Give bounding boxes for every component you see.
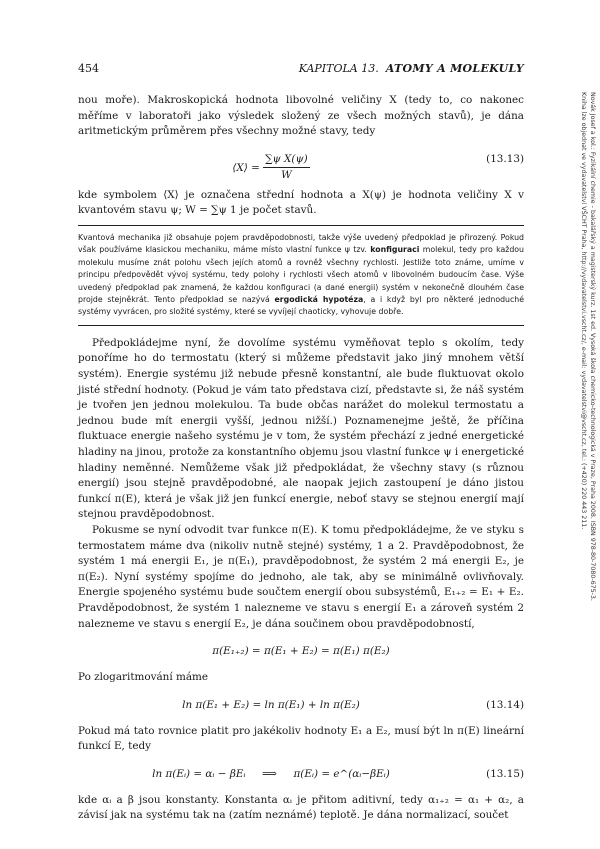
- paragraph-3: Předpokládejme nyní, že dovolíme systému vyměňovat teplo s okolím, tedy ponoříme ho do termostatu (který si můžeme představit jako jiný mnohem větší systém). Energie systému již nebude přesně konstantní, ale bude fluktuovat okolo jisté střední hodnoty. (Pokud je vám tato představa cizí, představte si, že náš systém je tvořen jen jednou molekulou. Ta bude občas narážet do molekul termostatu a jednou bude mít energii vyšší, jednou nižší.) Poznamenejme ještě, že příčina fluktuace energie našeho systému je v tom, že systém přechází z jedné energetické hladiny na jinou, protože za konstantního objemu jsou vlastní funkce ψ i energetické hladiny neměnné. Nemůžeme však již předpokládat, že všechny stavy (s různou energií) jsou stejně pravděpodobné, ale naopak jejich zastoupení je dáno jistou funkcí π(E), která je však již jen funkcí energie, neboť stavy se stejnou energií mají stejnou pravděpodobnost.: [78, 336, 524, 521]
- implies-arrow: ⟹: [262, 767, 277, 780]
- page-number: 454: [78, 62, 99, 75]
- eq2-math: ln π(E₁ + E₂) = ln π(E₁) + ln π(E₂): [182, 698, 360, 711]
- eq1-lhs: ⟨X⟩ =: [232, 161, 260, 174]
- paragraph-6: Pokud má tato rovnice platit pro jakékoliv hodnoty E₁ a E₂, musí být ln π(E) lineární funkcí E, tedy: [78, 724, 524, 753]
- running-header: [78, 62, 524, 78]
- side-line-1: Novák Josef a kol.: Fyzikální chemie - bakalářský a magisterský kurz. 1st ed. Vysoká škola chemicko-technologická v Praze, Praha 2008. ISBN 978-80-7080-675-3.: [589, 92, 596, 601]
- note-term-konfigurace: konfiguraci: [370, 245, 420, 255]
- paragraph-7: kde αᵢ a β jsou konstanty. Konstanta αᵢ je přitom aditivní, tedy α₁₊₂ = α₁ + α₂, a závisí jak na systému tak na (zatím neznámé) teplotě. Je dána normalizací, součet: [78, 793, 524, 822]
- note-text-2: molekul, tedy pro každou molekulu musíme znát polohu všech jejích atomů a rovněž všechny rychlosti. Jestliže toto známe, umíme v principu předpovědět vývoj systému, tedy polohy i rychlosti všech atomů v libovolném budoucím čase. Výše uvedený předpoklad pak znamená, že každou konfiguraci (a dané energii) systém v nekonečně dlouhém čase projde stejněkrát. Tento předpoklad se nazývá: [78, 245, 524, 304]
- equation-unnumbered: π(E₁₊₂) = π(E₁ + E₂) = π(E₁) π(E₂): [212, 645, 390, 658]
- note-text-1: Kvantová mechanika již obsahuje pojem pravděpodobnosti, takže výše uvedený předpoklad je přirozený. Pokud však používáme klasickou mechaniku, máme místo vlastní funkce ψ tzv.: [78, 232, 524, 255]
- eq3-math: [78, 767, 464, 783]
- chapter-heading: [299, 62, 524, 75]
- paragraph-2: kde symbolem ⟨X⟩ je označena střední hodnota a X(ψ) je hodnota veličiny X v kvantovém stavu ψ; W = ∑ψ 1 je počet stavů.: [78, 188, 524, 217]
- paragraph-5: Po zlogaritmování máme: [78, 671, 209, 684]
- equation-13-13: [78, 144, 524, 184]
- chapter-label: KAPITOLA 13.: [298, 62, 379, 75]
- note-text-3: , a i když byl pro některé jednoduché systémy vyvrácen, pro složité systémy, které se vyvíjejí chaoticky, vyhovuje dobře.: [78, 295, 525, 317]
- note-box: [78, 225, 524, 326]
- paragraph-1: nou moře). Makroskopická hodnota libovolné veličiny X (tedy to, co nakonec měříme v laboratoři jako výsledek složený ze všech možných stavů), je dána aritmetickým průměrem přes všechny možné stavy, tedy: [78, 94, 524, 138]
- eq1-denominator: W: [281, 169, 292, 182]
- chapter-title: ATOMY A MOLEKULY: [385, 62, 524, 75]
- equation-13-14: [78, 690, 524, 720]
- eq3-label: (13.15): [486, 767, 524, 780]
- eq1-numerator: ∑ψ X(ψ): [263, 152, 310, 169]
- note-term-ergodic: ergodická hypotéza: [274, 295, 364, 304]
- main-text: [78, 93, 524, 824]
- side-copyright-notice: [548, 92, 596, 812]
- paragraph-4: Pokusme se nyní odvodit tvar funkce π(E). K tomu předpokládejme, že ve styku s termostatem máme dva (nikoliv nutně stejné) systémy, 1 a 2. Pravděpodobnost, že systém 1 má energii E₁, je π(E₁), pravděpodobnost, že systém 2 má energii E₂, je π(E₂). Nyní systémy spojíme do jednoho, ale tak, aby se minimálně ovlivňovaly. Energie spojeného systému bude součtem energií obou subsystémů, E₁₊₂ = E₁ + E₂. Pravděpodobnost, že systém 1 nalezneme ve stavu s energií E₁ a zároveň systém 2 nalezneme ve stavu s energií E₂, je dána součinem obou pravděpodobností,: [78, 523, 524, 630]
- eq2-label: (13.14): [486, 698, 524, 711]
- eq1-fraction: [263, 152, 310, 184]
- side-line-2: Kniha lze objednat ve vydavatelství VŠCHT Praha, http://vydavatelstvi.vscht.cz/, e-mail: vydavatelstvi@vscht.cz, tel.: (+420) 220 443 211.: [580, 92, 588, 530]
- eq3-left: ln π(Eᵢ) = αᵢ − βEᵢ: [152, 767, 246, 780]
- eq1-label: (13.13): [486, 152, 524, 165]
- eq3-right: π(Eᵢ) = e^(αᵢ−βEᵢ): [293, 767, 390, 780]
- equation-13-15: [78, 759, 524, 789]
